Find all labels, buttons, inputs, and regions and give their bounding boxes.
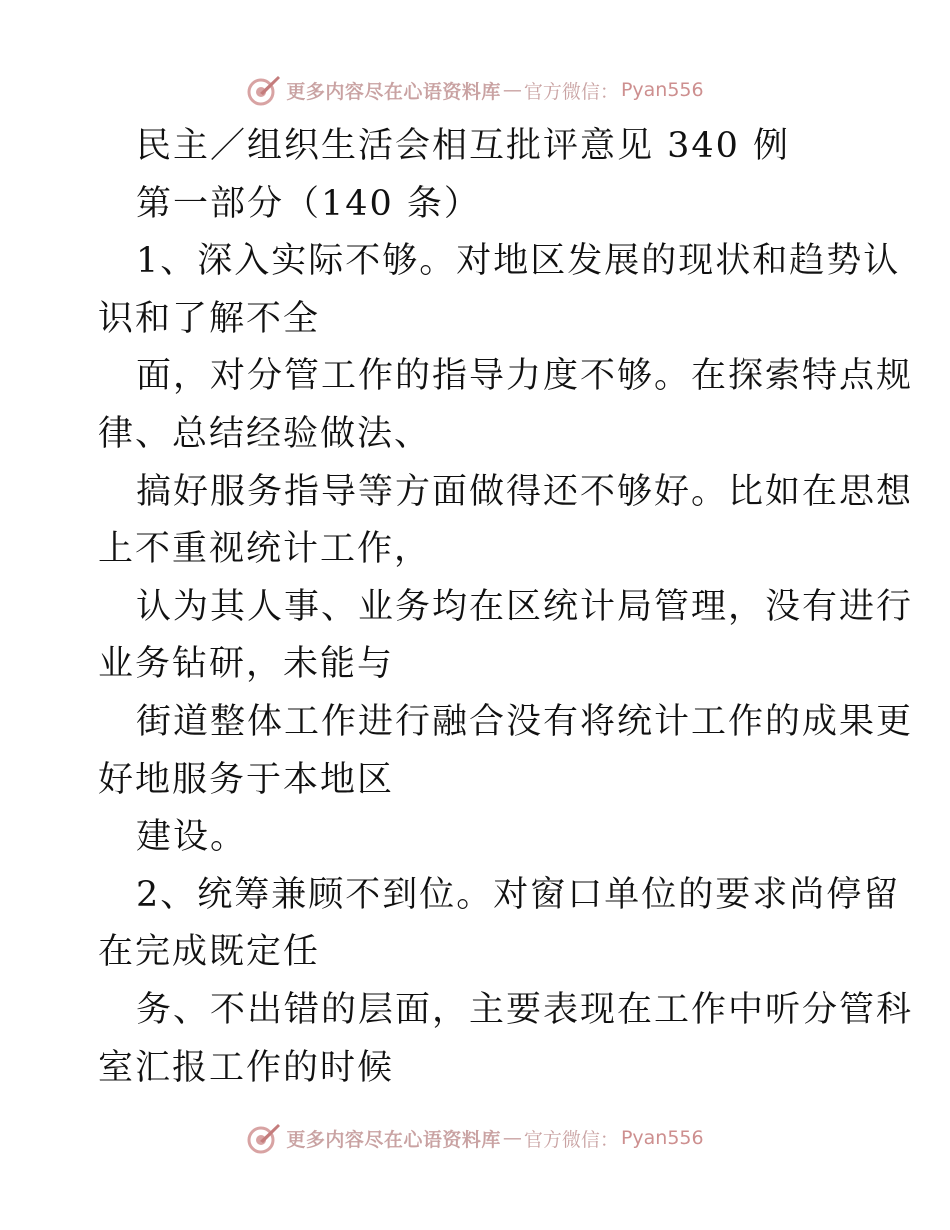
banner-wechat-id: Pyan556 [620, 1127, 704, 1149]
text-line: 认为其人事、业务均在区统计局管理，没有进行 [136, 586, 914, 627]
quill-logo-icon [246, 72, 282, 108]
document-body [98, 118, 914, 1097]
banner-wechat-label: 官方微信： [523, 1128, 619, 1151]
text-line: 建设。 [136, 817, 248, 858]
footer-banner [0, 1118, 950, 1158]
banner-text: 更多内容尽在心语资料库 [286, 1128, 501, 1151]
text-line: 1、深入实际不够。对地区发展的现状和趋势认 [136, 241, 901, 282]
text-line: 上不重视统计工作， [98, 529, 432, 570]
text-line: 2、统筹兼顾不到位。对窗口单位的要求尚停留 [136, 874, 901, 915]
quill-logo-icon [246, 1120, 282, 1156]
text-line: 好地服务于本地区 [98, 759, 395, 800]
text-line: 街道整体工作进行融合没有将统计工作的成果更 [136, 701, 914, 742]
text-line: 务、不出错的层面，主要表现在工作中听分管科 [136, 989, 914, 1030]
text-line: 第一部分（140 条） [136, 183, 481, 224]
banner-dash: — [502, 1127, 522, 1149]
text-line: 识和了解不全 [98, 298, 321, 339]
banner-wechat-id: Pyan556 [620, 79, 704, 101]
text-line: 民主／组织生活会相互批评意见 340 例 [136, 126, 791, 166]
header-banner [0, 70, 950, 110]
text-line: 在完成既定任 [98, 932, 321, 973]
text-line: 面，对分管工作的指导力度不够。在探索特点规 [136, 356, 914, 397]
text-line: 业务钻研，未能与 [98, 644, 395, 685]
banner-wechat-label: 官方微信： [523, 80, 619, 103]
text-line: 搞好服务指导等方面做得还不够好。比如在思想 [136, 471, 914, 512]
banner-text: 更多内容尽在心语资料库 [286, 80, 501, 103]
text-line: 律、总结经验做法、 [98, 413, 432, 454]
banner-dash: — [502, 79, 522, 101]
text-line: 室汇报工作的时候 [98, 1047, 395, 1088]
